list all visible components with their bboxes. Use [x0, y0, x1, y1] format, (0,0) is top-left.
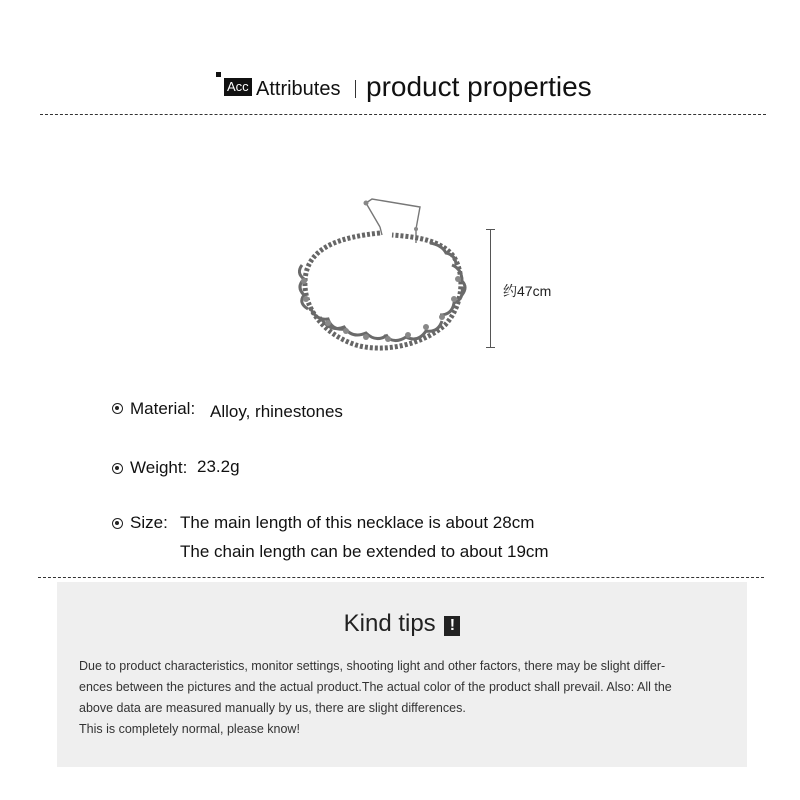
- kind-tips-title: Kind tips: [343, 610, 436, 637]
- bullet-icon: [112, 463, 123, 474]
- header-dot: [216, 72, 221, 77]
- size-value-main: The main length of this necklace is about 28cm: [180, 513, 535, 532]
- size-label: Size:: [130, 513, 168, 532]
- kind-tips-text: [79, 656, 739, 740]
- header-subtitle: Attributes: [256, 78, 341, 100]
- tips-line: ences between the pictures and the actual product.The actual color of the product shall prevail. Also: All the: [79, 680, 672, 694]
- header-title: product properties: [366, 71, 592, 102]
- weight-label: Weight:: [130, 458, 188, 477]
- dimension-line: [490, 229, 491, 347]
- bullet-icon: [112, 403, 123, 414]
- header-badge: Acc: [224, 78, 252, 96]
- bullet-icon: [112, 518, 123, 529]
- warning-icon: !: [444, 616, 460, 636]
- necklace-image: [280, 195, 480, 370]
- tips-line: above data are measured manually by us, there are slight differences.: [79, 701, 466, 715]
- material-label: Material:: [130, 399, 196, 418]
- dashed-divider-middle: [38, 577, 764, 578]
- kind-tips-heading: [57, 610, 747, 638]
- tips-line: This is completely normal, please know!: [79, 722, 300, 736]
- dashed-divider-top: [40, 114, 766, 115]
- size-value-chain: The chain length can be extended to about 19cm: [180, 542, 549, 561]
- section-header: [0, 68, 800, 108]
- header-divider: [355, 80, 356, 98]
- dimension-cap-bottom: [486, 347, 495, 348]
- dimension-label: 约47cm: [503, 283, 552, 299]
- kind-tips-panel: [57, 582, 747, 767]
- weight-value: 23.2g: [197, 457, 240, 476]
- material-value: Alloy, rhinestones: [210, 402, 343, 421]
- tips-line: Due to product characteristics, monitor settings, shooting light and other factors, there may be slight differ-: [79, 659, 666, 673]
